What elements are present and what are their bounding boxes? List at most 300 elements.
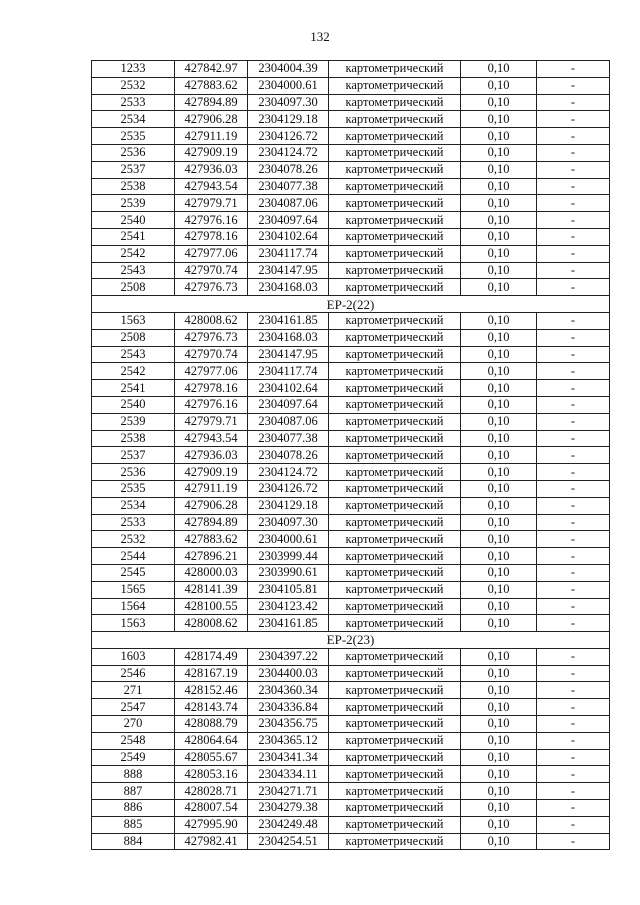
method-cell: картометрический (329, 61, 461, 78)
point-number-cell: 2547 (92, 699, 175, 716)
y-coordinate-cell: 2304147.95 (248, 346, 329, 363)
note-cell: - (537, 144, 610, 161)
note-cell: - (537, 598, 610, 615)
x-coordinate-cell: 427978.16 (175, 228, 248, 245)
table-row (92, 816, 610, 833)
method-cell: картометрический (329, 564, 461, 581)
section-title: ЕР-2(22) (92, 296, 610, 313)
accuracy-cell: 0,10 (461, 615, 537, 632)
accuracy-cell: 0,10 (461, 279, 537, 296)
x-coordinate-cell: 428055.67 (175, 749, 248, 766)
point-number-cell: 2546 (92, 665, 175, 682)
note-cell: - (537, 800, 610, 817)
y-coordinate-cell: 2304341.34 (248, 749, 329, 766)
table-row (92, 262, 610, 279)
method-cell: картометрический (329, 766, 461, 783)
method-cell: картометрический (329, 833, 461, 850)
note-cell: - (537, 94, 610, 111)
y-coordinate-cell: 2303999.44 (248, 548, 329, 565)
point-number-cell: 2536 (92, 464, 175, 481)
note-cell: - (537, 430, 610, 447)
note-cell: - (537, 833, 610, 850)
note-cell: - (537, 77, 610, 94)
y-coordinate-cell: 2304077.38 (248, 178, 329, 195)
accuracy-cell: 0,10 (461, 161, 537, 178)
table-row (92, 766, 610, 783)
note-cell: - (537, 816, 610, 833)
table-row (92, 195, 610, 212)
x-coordinate-cell: 427970.74 (175, 262, 248, 279)
x-coordinate-cell: 427894.89 (175, 514, 248, 531)
accuracy-cell: 0,10 (461, 716, 537, 733)
accuracy-cell: 0,10 (461, 195, 537, 212)
accuracy-cell: 0,10 (461, 514, 537, 531)
method-cell: картометрический (329, 598, 461, 615)
accuracy-cell: 0,10 (461, 447, 537, 464)
table-row (92, 212, 610, 229)
x-coordinate-cell: 427883.62 (175, 531, 248, 548)
x-coordinate-cell: 427977.06 (175, 363, 248, 380)
x-coordinate-cell: 428152.46 (175, 682, 248, 699)
method-cell: картометрический (329, 413, 461, 430)
method-cell: картометрический (329, 262, 461, 279)
method-cell: картометрический (329, 816, 461, 833)
method-cell: картометрический (329, 245, 461, 262)
accuracy-cell: 0,10 (461, 144, 537, 161)
method-cell: картометрический (329, 363, 461, 380)
point-number-cell: 2539 (92, 413, 175, 430)
table-row (92, 363, 610, 380)
table-row (92, 447, 610, 464)
x-coordinate-cell: 427883.62 (175, 77, 248, 94)
accuracy-cell: 0,10 (461, 212, 537, 229)
y-coordinate-cell: 2304117.74 (248, 363, 329, 380)
table-row (92, 128, 610, 145)
x-coordinate-cell: 427906.28 (175, 497, 248, 514)
point-number-cell: 2532 (92, 77, 175, 94)
note-cell: - (537, 699, 610, 716)
note-cell: - (537, 615, 610, 632)
x-coordinate-cell: 427977.06 (175, 245, 248, 262)
table-row (92, 480, 610, 497)
table-row (92, 716, 610, 733)
method-cell: картометрический (329, 464, 461, 481)
method-cell: картометрический (329, 380, 461, 397)
table-row (92, 783, 610, 800)
method-cell: картометрический (329, 716, 461, 733)
accuracy-cell: 0,10 (461, 833, 537, 850)
x-coordinate-cell: 427976.16 (175, 212, 248, 229)
y-coordinate-cell: 2303990.61 (248, 564, 329, 581)
point-number-cell: 2541 (92, 380, 175, 397)
x-coordinate-cell: 428167.19 (175, 665, 248, 682)
accuracy-cell: 0,10 (461, 128, 537, 145)
accuracy-cell: 0,10 (461, 228, 537, 245)
table-row (92, 396, 610, 413)
x-coordinate-cell: 427894.89 (175, 94, 248, 111)
table-row (92, 548, 610, 565)
y-coordinate-cell: 2304168.03 (248, 279, 329, 296)
table-row (92, 346, 610, 363)
note-cell: - (537, 766, 610, 783)
y-coordinate-cell: 2304126.72 (248, 128, 329, 145)
section-header-row (92, 632, 610, 649)
point-number-cell: 2533 (92, 514, 175, 531)
x-coordinate-cell: 427842.97 (175, 61, 248, 78)
table-row (92, 161, 610, 178)
y-coordinate-cell: 2304123.42 (248, 598, 329, 615)
x-coordinate-cell: 428143.74 (175, 699, 248, 716)
table-row (92, 329, 610, 346)
accuracy-cell: 0,10 (461, 648, 537, 665)
note-cell: - (537, 497, 610, 514)
accuracy-cell: 0,10 (461, 262, 537, 279)
method-cell: картометрический (329, 94, 461, 111)
method-cell: картометрический (329, 699, 461, 716)
y-coordinate-cell: 2304365.12 (248, 732, 329, 749)
method-cell: картометрический (329, 212, 461, 229)
point-number-cell: 2538 (92, 178, 175, 195)
coordinates-table-body (92, 61, 610, 850)
x-coordinate-cell: 428007.54 (175, 800, 248, 817)
method-cell: картометрический (329, 396, 461, 413)
point-number-cell: 2540 (92, 396, 175, 413)
x-coordinate-cell: 427976.73 (175, 279, 248, 296)
note-cell: - (537, 245, 610, 262)
accuracy-cell: 0,10 (461, 363, 537, 380)
method-cell: картометрический (329, 800, 461, 817)
x-coordinate-cell: 427979.71 (175, 413, 248, 430)
point-number-cell: 1603 (92, 648, 175, 665)
accuracy-cell: 0,10 (461, 329, 537, 346)
method-cell: картометрический (329, 783, 461, 800)
table-row (92, 144, 610, 161)
table-row (92, 111, 610, 128)
point-number-cell: 885 (92, 816, 175, 833)
table-row (92, 598, 610, 615)
point-number-cell: 2539 (92, 195, 175, 212)
note-cell: - (537, 464, 610, 481)
table-row (92, 94, 610, 111)
note-cell: - (537, 279, 610, 296)
y-coordinate-cell: 2304397.22 (248, 648, 329, 665)
x-coordinate-cell: 427911.19 (175, 128, 248, 145)
accuracy-cell: 0,10 (461, 480, 537, 497)
note-cell: - (537, 128, 610, 145)
note-cell: - (537, 531, 610, 548)
method-cell: картометрический (329, 128, 461, 145)
accuracy-cell: 0,10 (461, 564, 537, 581)
y-coordinate-cell: 2304077.38 (248, 430, 329, 447)
accuracy-cell: 0,10 (461, 61, 537, 78)
point-number-cell: 2535 (92, 480, 175, 497)
method-cell: картометрический (329, 329, 461, 346)
table-row (92, 245, 610, 262)
note-cell: - (537, 564, 610, 581)
section-header-row (92, 296, 610, 313)
method-cell: картометрический (329, 144, 461, 161)
note-cell: - (537, 363, 610, 380)
point-number-cell: 886 (92, 800, 175, 817)
accuracy-cell: 0,10 (461, 682, 537, 699)
accuracy-cell: 0,10 (461, 94, 537, 111)
accuracy-cell: 0,10 (461, 312, 537, 329)
y-coordinate-cell: 2304334.11 (248, 766, 329, 783)
point-number-cell: 2535 (92, 128, 175, 145)
note-cell: - (537, 514, 610, 531)
accuracy-cell: 0,10 (461, 430, 537, 447)
x-coordinate-cell: 428000.03 (175, 564, 248, 581)
table-row (92, 178, 610, 195)
x-coordinate-cell: 428008.62 (175, 312, 248, 329)
x-coordinate-cell: 427982.41 (175, 833, 248, 850)
note-cell: - (537, 212, 610, 229)
note-cell: - (537, 312, 610, 329)
point-number-cell: 1233 (92, 61, 175, 78)
note-cell: - (537, 447, 610, 464)
y-coordinate-cell: 2304356.75 (248, 716, 329, 733)
point-number-cell: 1565 (92, 581, 175, 598)
y-coordinate-cell: 2304124.72 (248, 144, 329, 161)
method-cell: картометрический (329, 732, 461, 749)
point-number-cell: 887 (92, 783, 175, 800)
y-coordinate-cell: 2304147.95 (248, 262, 329, 279)
note-cell: - (537, 329, 610, 346)
note-cell: - (537, 783, 610, 800)
accuracy-cell: 0,10 (461, 396, 537, 413)
y-coordinate-cell: 2304000.61 (248, 531, 329, 548)
method-cell: картометрический (329, 531, 461, 548)
y-coordinate-cell: 2304360.34 (248, 682, 329, 699)
note-cell: - (537, 262, 610, 279)
y-coordinate-cell: 2304097.30 (248, 94, 329, 111)
accuracy-cell: 0,10 (461, 178, 537, 195)
method-cell: картометрический (329, 430, 461, 447)
x-coordinate-cell: 428088.79 (175, 716, 248, 733)
x-coordinate-cell: 427911.19 (175, 480, 248, 497)
x-coordinate-cell: 427936.03 (175, 161, 248, 178)
x-coordinate-cell: 428141.39 (175, 581, 248, 598)
note-cell: - (537, 228, 610, 245)
table-row (92, 564, 610, 581)
y-coordinate-cell: 2304400.03 (248, 665, 329, 682)
y-coordinate-cell: 2304336.84 (248, 699, 329, 716)
x-coordinate-cell: 427943.54 (175, 178, 248, 195)
method-cell: картометрический (329, 648, 461, 665)
x-coordinate-cell: 427976.73 (175, 329, 248, 346)
method-cell: картометрический (329, 228, 461, 245)
method-cell: картометрический (329, 682, 461, 699)
table-row (92, 312, 610, 329)
accuracy-cell: 0,10 (461, 732, 537, 749)
table-row (92, 279, 610, 296)
table-row (92, 514, 610, 531)
method-cell: картометрический (329, 548, 461, 565)
table-row (92, 749, 610, 766)
note-cell: - (537, 380, 610, 397)
point-number-cell: 2542 (92, 245, 175, 262)
y-coordinate-cell: 2304087.06 (248, 195, 329, 212)
accuracy-cell: 0,10 (461, 346, 537, 363)
point-number-cell: 2537 (92, 447, 175, 464)
x-coordinate-cell: 428100.55 (175, 598, 248, 615)
point-number-cell: 2541 (92, 228, 175, 245)
y-coordinate-cell: 2304102.64 (248, 380, 329, 397)
table-row (92, 665, 610, 682)
point-number-cell: 2549 (92, 749, 175, 766)
table-row (92, 413, 610, 430)
accuracy-cell: 0,10 (461, 77, 537, 94)
page-number: 132 (310, 29, 330, 44)
method-cell: картометрический (329, 279, 461, 296)
x-coordinate-cell: 427979.71 (175, 195, 248, 212)
y-coordinate-cell: 2304271.71 (248, 783, 329, 800)
method-cell: картометрический (329, 581, 461, 598)
y-coordinate-cell: 2304078.26 (248, 447, 329, 464)
accuracy-cell: 0,10 (461, 497, 537, 514)
accuracy-cell: 0,10 (461, 548, 537, 565)
x-coordinate-cell: 427995.90 (175, 816, 248, 833)
y-coordinate-cell: 2304000.61 (248, 77, 329, 94)
y-coordinate-cell: 2304161.85 (248, 312, 329, 329)
y-coordinate-cell: 2304105.81 (248, 581, 329, 598)
point-number-cell: 2534 (92, 497, 175, 514)
table-row (92, 380, 610, 397)
point-number-cell: 2543 (92, 346, 175, 363)
point-number-cell: 2508 (92, 329, 175, 346)
table-row (92, 430, 610, 447)
method-cell: картометрический (329, 111, 461, 128)
note-cell: - (537, 480, 610, 497)
y-coordinate-cell: 2304102.64 (248, 228, 329, 245)
accuracy-cell: 0,10 (461, 699, 537, 716)
accuracy-cell: 0,10 (461, 766, 537, 783)
method-cell: картометрический (329, 665, 461, 682)
accuracy-cell: 0,10 (461, 800, 537, 817)
accuracy-cell: 0,10 (461, 413, 537, 430)
point-number-cell: 2545 (92, 564, 175, 581)
y-coordinate-cell: 2304078.26 (248, 161, 329, 178)
accuracy-cell: 0,10 (461, 464, 537, 481)
note-cell: - (537, 161, 610, 178)
table-row (92, 648, 610, 665)
method-cell: картометрический (329, 514, 461, 531)
y-coordinate-cell: 2304117.74 (248, 245, 329, 262)
x-coordinate-cell: 427909.19 (175, 464, 248, 481)
note-cell: - (537, 195, 610, 212)
point-number-cell: 2548 (92, 732, 175, 749)
y-coordinate-cell: 2304124.72 (248, 464, 329, 481)
point-number-cell: 2536 (92, 144, 175, 161)
coordinates-table (91, 60, 610, 850)
table-row (92, 531, 610, 548)
note-cell: - (537, 732, 610, 749)
method-cell: картометрический (329, 178, 461, 195)
accuracy-cell: 0,10 (461, 665, 537, 682)
x-coordinate-cell: 427978.16 (175, 380, 248, 397)
note-cell: - (537, 346, 610, 363)
point-number-cell: 888 (92, 766, 175, 783)
y-coordinate-cell: 2304254.51 (248, 833, 329, 850)
note-cell: - (537, 111, 610, 128)
x-coordinate-cell: 428008.62 (175, 615, 248, 632)
note-cell: - (537, 396, 610, 413)
table-row (92, 732, 610, 749)
accuracy-cell: 0,10 (461, 531, 537, 548)
method-cell: картометрический (329, 346, 461, 363)
y-coordinate-cell: 2304161.85 (248, 615, 329, 632)
table-row (92, 699, 610, 716)
note-cell: - (537, 548, 610, 565)
x-coordinate-cell: 428028.71 (175, 783, 248, 800)
x-coordinate-cell: 427896.21 (175, 548, 248, 565)
table-row (92, 833, 610, 850)
point-number-cell: 2543 (92, 262, 175, 279)
note-cell: - (537, 716, 610, 733)
y-coordinate-cell: 2304249.48 (248, 816, 329, 833)
method-cell: картометрический (329, 615, 461, 632)
note-cell: - (537, 61, 610, 78)
point-number-cell: 2544 (92, 548, 175, 565)
table-row (92, 228, 610, 245)
point-number-cell: 1563 (92, 312, 175, 329)
table-row (92, 61, 610, 78)
point-number-cell: 2533 (92, 94, 175, 111)
note-cell: - (537, 682, 610, 699)
table-row (92, 497, 610, 514)
method-cell: картометрический (329, 161, 461, 178)
point-number-cell: 271 (92, 682, 175, 699)
x-coordinate-cell: 427906.28 (175, 111, 248, 128)
y-coordinate-cell: 2304126.72 (248, 480, 329, 497)
table-row (92, 682, 610, 699)
x-coordinate-cell: 427970.74 (175, 346, 248, 363)
method-cell: картометрический (329, 195, 461, 212)
point-number-cell: 1563 (92, 615, 175, 632)
method-cell: картометрический (329, 447, 461, 464)
x-coordinate-cell: 427976.16 (175, 396, 248, 413)
note-cell: - (537, 581, 610, 598)
point-number-cell: 2542 (92, 363, 175, 380)
accuracy-cell: 0,10 (461, 816, 537, 833)
point-number-cell: 2532 (92, 531, 175, 548)
point-number-cell: 2537 (92, 161, 175, 178)
x-coordinate-cell: 427943.54 (175, 430, 248, 447)
point-number-cell: 2508 (92, 279, 175, 296)
point-number-cell: 2540 (92, 212, 175, 229)
method-cell: картометрический (329, 749, 461, 766)
method-cell: картометрический (329, 497, 461, 514)
table-row (92, 615, 610, 632)
section-title: ЕР-2(23) (92, 632, 610, 649)
note-cell: - (537, 648, 610, 665)
x-coordinate-cell: 427936.03 (175, 447, 248, 464)
y-coordinate-cell: 2304097.64 (248, 212, 329, 229)
note-cell: - (537, 178, 610, 195)
x-coordinate-cell: 428053.16 (175, 766, 248, 783)
table-row (92, 581, 610, 598)
table-row (92, 77, 610, 94)
note-cell: - (537, 413, 610, 430)
point-number-cell: 270 (92, 716, 175, 733)
x-coordinate-cell: 427909.19 (175, 144, 248, 161)
method-cell: картометрический (329, 312, 461, 329)
note-cell: - (537, 665, 610, 682)
accuracy-cell: 0,10 (461, 783, 537, 800)
y-coordinate-cell: 2304087.06 (248, 413, 329, 430)
y-coordinate-cell: 2304168.03 (248, 329, 329, 346)
method-cell: картометрический (329, 77, 461, 94)
